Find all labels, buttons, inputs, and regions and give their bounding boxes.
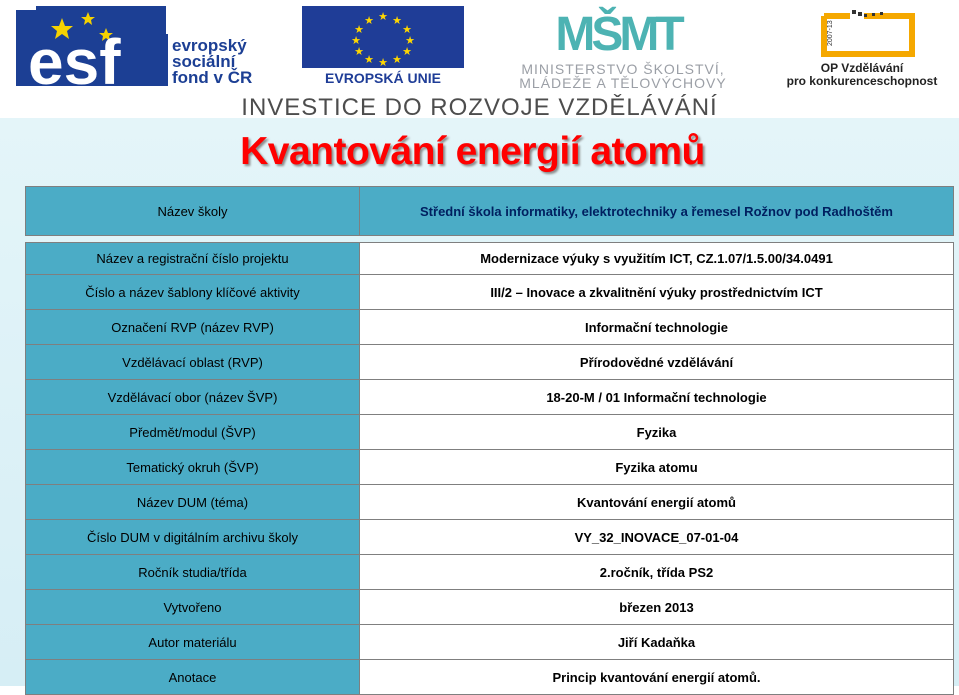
- row-value: Kvantování energií atomů: [360, 485, 954, 520]
- msmt-line-2: MLÁDEŽE A TĚLOVÝCHOVY: [519, 75, 727, 91]
- svg-text:★: ★: [378, 10, 388, 23]
- table-row: [26, 275, 954, 310]
- table-row: [26, 415, 954, 450]
- msmt-caption: [478, 62, 768, 90]
- row-value: Jiří Kadaňka: [360, 625, 954, 660]
- svg-text:★: ★: [364, 14, 374, 27]
- esf-line-2: sociální: [172, 52, 236, 71]
- row-value: Informační technologie: [360, 310, 954, 345]
- eu-flag-icon: [302, 6, 464, 68]
- esf-line-3: fond v ČR: [172, 68, 253, 87]
- row-label: Vzdělávací obor (název ŠVP): [26, 380, 360, 415]
- eu-logo-caption: EVROPSKÁ UNIE: [325, 70, 441, 86]
- row-label: Anotace: [26, 660, 360, 695]
- op-logo-icon: [820, 10, 916, 58]
- table-row: [26, 520, 954, 555]
- row-label: Číslo a název šablony klíčové aktivity: [26, 275, 360, 310]
- table-row: [26, 485, 954, 520]
- svg-text:★: ★: [405, 34, 415, 47]
- svg-text:★: ★: [351, 34, 361, 47]
- row-label: Název a registrační číslo projektu: [26, 243, 360, 275]
- table-row: [26, 187, 954, 236]
- row-label: Předmět/modul (ŠVP): [26, 415, 360, 450]
- op-line-2: pro konkurenceschopnost: [786, 74, 938, 88]
- svg-text:★: ★: [354, 23, 364, 36]
- row-label: Vzdělávací oblast (RVP): [26, 345, 360, 380]
- table-row: [26, 243, 954, 275]
- table-row: [26, 660, 954, 695]
- row-label: Název školy: [26, 187, 360, 236]
- info-table: [25, 186, 954, 695]
- svg-text:★: ★: [364, 53, 374, 66]
- row-label: Vytvořeno: [26, 590, 360, 625]
- svg-text:★: ★: [378, 56, 388, 68]
- table-row: [26, 310, 954, 345]
- svg-text:★: ★: [402, 23, 412, 36]
- row-value: Střední škola informatiky, elektrotechniky a řemesel Rožnov pod Radhoštěm: [360, 187, 954, 236]
- msmt-mark-text: MŠMT: [555, 8, 681, 60]
- table-spacer: [26, 236, 954, 243]
- table-row: [26, 625, 954, 660]
- row-label: Označení RVP (název RVP): [26, 310, 360, 345]
- row-label: Autor materiálu: [26, 625, 360, 660]
- esf-logo-text: esf: [28, 26, 121, 88]
- row-value: 2.ročník, třída PS2: [360, 555, 954, 590]
- row-value: VY_32_INOVACE_07-01-04: [360, 520, 954, 555]
- svg-text:★: ★: [392, 53, 402, 66]
- eu-stars-icon: [302, 6, 464, 68]
- table-row: [26, 345, 954, 380]
- esf-line-1: evropský: [172, 36, 247, 55]
- table-row: [26, 450, 954, 485]
- svg-text:★: ★: [392, 14, 402, 27]
- table-row: [26, 590, 954, 625]
- table-row: [26, 555, 954, 590]
- op-line-1: OP Vzdělávání: [820, 61, 904, 75]
- row-value: Modernizace výuky s využitím ICT, CZ.1.07/1.5.00/34.0491: [360, 243, 954, 275]
- row-value: 18-20-M / 01 Informační technologie: [360, 380, 954, 415]
- row-value: Přírodovědné vzdělávání: [360, 345, 954, 380]
- row-value: březen 2013: [360, 590, 954, 625]
- row-value: Fyzika: [360, 415, 954, 450]
- msmt-line-1: MINISTERSTVO ŠKOLSTVÍ,: [521, 61, 725, 77]
- row-label: Ročník studia/třída: [26, 555, 360, 590]
- row-label: Tematický okruh (ŠVP): [26, 450, 360, 485]
- esf-logo-caption: [172, 38, 302, 86]
- svg-text:★: ★: [354, 45, 364, 58]
- row-value: Princip kvantování energií atomů.: [360, 660, 954, 695]
- row-value: III/2 – Inovace a zkvalitnění výuky prostřednictvím ICT: [360, 275, 954, 310]
- investice-caption: INVESTICE DO ROZVOJE VZDĚLÁVÁNÍ: [241, 94, 718, 121]
- row-value: Fyzika atomu: [360, 450, 954, 485]
- row-label: Číslo DUM v digitálním archivu školy: [26, 520, 360, 555]
- row-label: Název DUM (téma): [26, 485, 360, 520]
- msmt-logo-icon: [548, 4, 688, 60]
- op-badge-text: 2007-13: [827, 20, 834, 46]
- page-title: Kvantování energií atomů: [240, 130, 705, 173]
- svg-text:★: ★: [402, 45, 412, 58]
- op-caption: [772, 62, 952, 88]
- table-row: [26, 380, 954, 415]
